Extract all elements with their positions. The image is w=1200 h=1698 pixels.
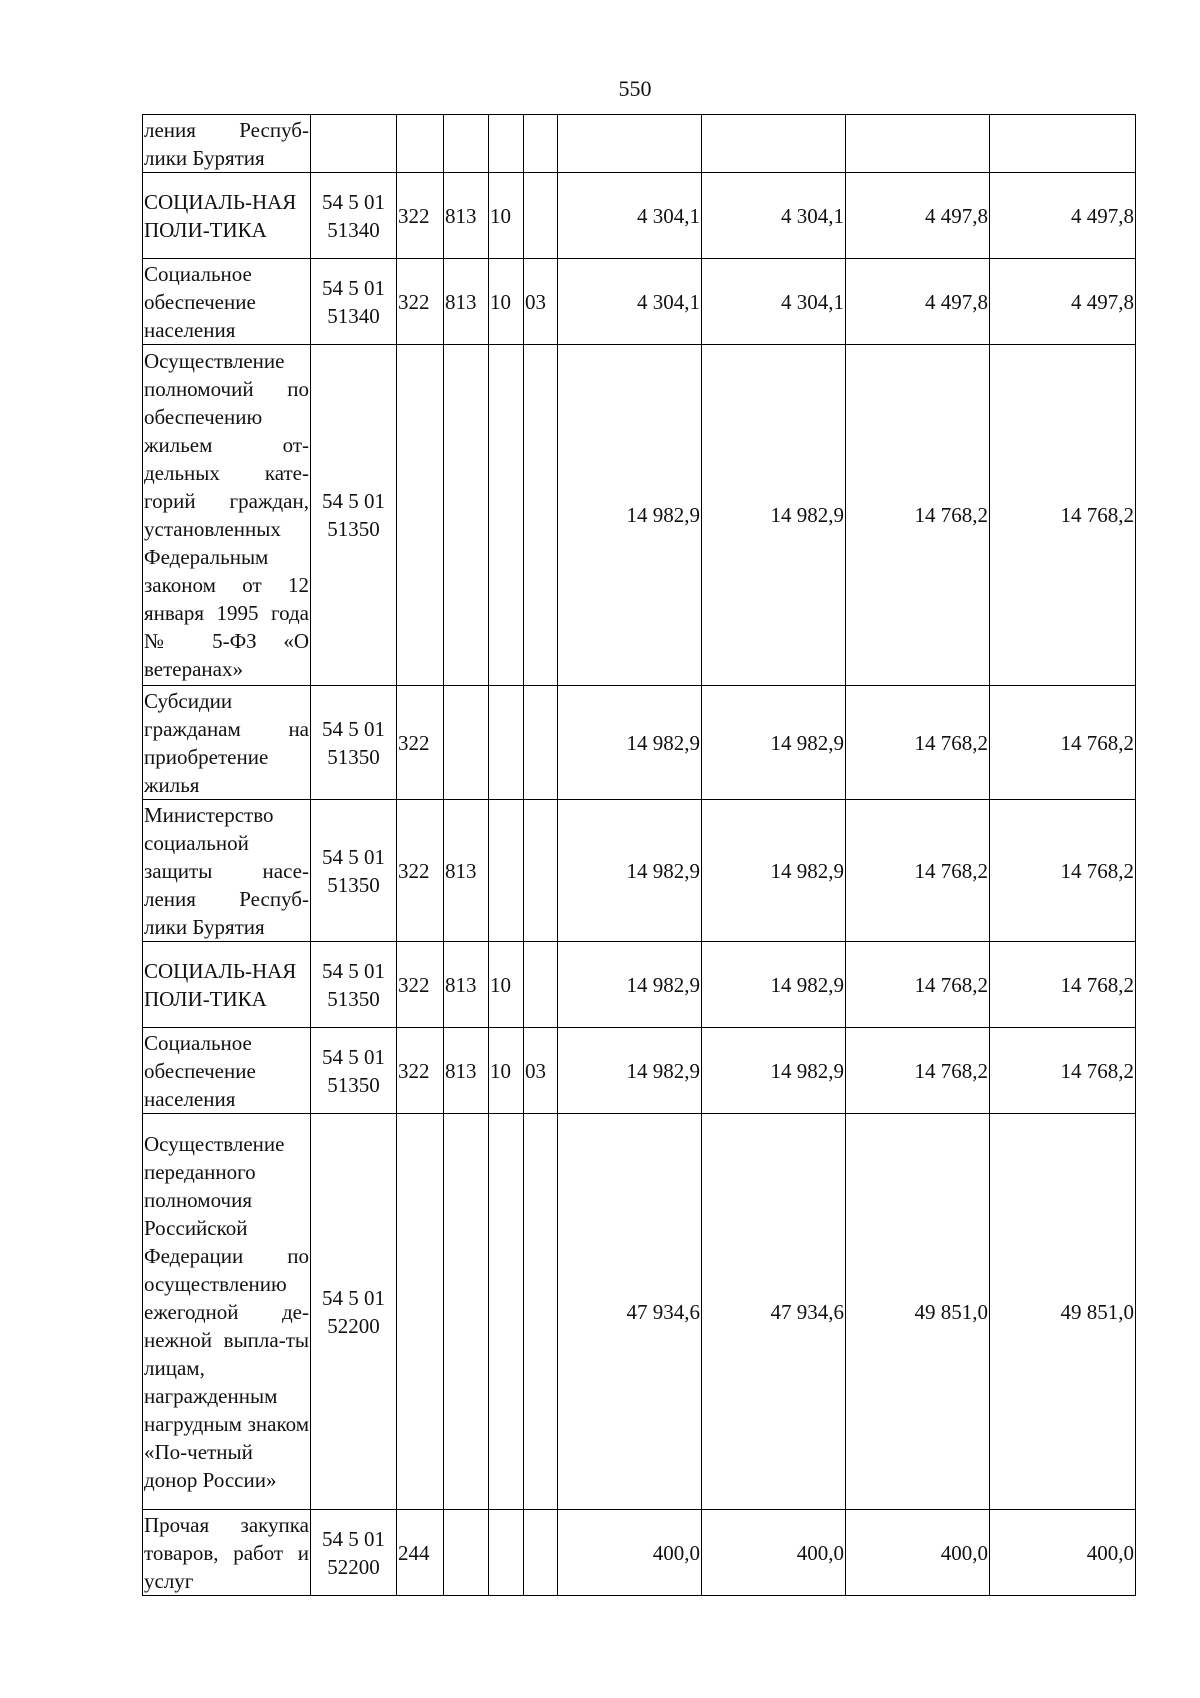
- cell-expense-type: 322: [397, 173, 444, 259]
- cell-sum-4: 14 768,2: [990, 942, 1136, 1028]
- cell-sum-3: [846, 115, 990, 173]
- cell-section: [489, 1114, 524, 1510]
- cell-expense-type: 322: [397, 1028, 444, 1114]
- cell-sum-2: 400,0: [702, 1510, 846, 1596]
- cell-name: Прочая закупка товаров, работ и услуг: [143, 1510, 311, 1596]
- cell-target-code: 54 5 01 51340: [311, 173, 397, 259]
- cell-subsection: [524, 345, 558, 686]
- cell-target-code: 54 5 01 51350: [311, 800, 397, 942]
- cell-sum-4: 49 851,0: [990, 1114, 1136, 1510]
- cell-subsection: [524, 942, 558, 1028]
- cell-target-code: 54 5 01 51350: [311, 942, 397, 1028]
- cell-sum-3: 14 768,2: [846, 345, 990, 686]
- cell-subsection: 03: [524, 1028, 558, 1114]
- cell-subsection: [524, 1114, 558, 1510]
- cell-subsection: [524, 1510, 558, 1596]
- cell-subsection: 03: [524, 259, 558, 345]
- cell-section: [489, 800, 524, 942]
- table-row: [143, 1114, 1136, 1510]
- cell-section: [489, 1510, 524, 1596]
- cell-sum-3: 4 497,8: [846, 259, 990, 345]
- cell-sum-3: 400,0: [846, 1510, 990, 1596]
- cell-sum-1: 400,0: [558, 1510, 702, 1596]
- cell-name: ления Респуб-лики Бурятия: [143, 115, 311, 173]
- cell-sum-3: 14 768,2: [846, 800, 990, 942]
- cell-sum-1: 14 982,9: [558, 942, 702, 1028]
- table-row: [143, 1510, 1136, 1596]
- cell-target-code: 54 5 01 52200: [311, 1114, 397, 1510]
- cell-sum-3: 4 497,8: [846, 173, 990, 259]
- cell-section: [489, 686, 524, 800]
- cell-admin-code: 813: [444, 1028, 489, 1114]
- cell-sum-1: [558, 115, 702, 173]
- cell-sum-2: 14 982,9: [702, 1028, 846, 1114]
- cell-target-code: [311, 115, 397, 173]
- cell-sum-3: 14 768,2: [846, 686, 990, 800]
- cell-name: Осуществление полномочий по обеспечению жильем от-дельных кате-горий граждан, установленных Федеральным законом от 12 января 1995 года № 5-ФЗ «О ветеранах»: [143, 345, 311, 686]
- cell-sum-2: 14 982,9: [702, 686, 846, 800]
- cell-sum-2: 14 982,9: [702, 942, 846, 1028]
- cell-sum-4: 14 768,2: [990, 345, 1136, 686]
- cell-section: 10: [489, 942, 524, 1028]
- cell-sum-3: 14 768,2: [846, 942, 990, 1028]
- cell-sum-4: 14 768,2: [990, 800, 1136, 942]
- cell-name: СОЦИАЛЬ-НАЯ ПОЛИ-ТИКА: [143, 173, 311, 259]
- table-row: [143, 800, 1136, 942]
- cell-sum-4: 14 768,2: [990, 686, 1136, 800]
- budget-table: [142, 114, 1136, 1596]
- cell-sum-1: 4 304,1: [558, 173, 702, 259]
- cell-sum-1: 14 982,9: [558, 800, 702, 942]
- cell-expense-type: 322: [397, 942, 444, 1028]
- cell-name: Осуществление переданного полномочия Российской Федерации по осуществлению ежегодной де-нежной выпла-ты лицам, награжденным нагрудным знаком «По-четный донор России»: [143, 1114, 311, 1510]
- cell-expense-type: [397, 115, 444, 173]
- cell-sum-2: 47 934,6: [702, 1114, 846, 1510]
- cell-admin-code: [444, 1510, 489, 1596]
- cell-section: 10: [489, 259, 524, 345]
- page-number: 550: [618, 76, 652, 101]
- table-row: [143, 259, 1136, 345]
- cell-admin-code: [444, 115, 489, 173]
- cell-expense-type: 322: [397, 259, 444, 345]
- cell-name: Социальное обеспечение населения: [143, 1028, 311, 1114]
- cell-admin-code: [444, 1114, 489, 1510]
- cell-expense-type: 322: [397, 800, 444, 942]
- cell-expense-type: [397, 1114, 444, 1510]
- table-row: [143, 173, 1136, 259]
- cell-expense-type: 244: [397, 1510, 444, 1596]
- cell-subsection: [524, 115, 558, 173]
- cell-sum-1: 14 982,9: [558, 686, 702, 800]
- cell-section: [489, 345, 524, 686]
- cell-admin-code: 813: [444, 173, 489, 259]
- cell-sum-1: 14 982,9: [558, 345, 702, 686]
- table-row: [143, 686, 1136, 800]
- cell-subsection: [524, 686, 558, 800]
- cell-subsection: [524, 173, 558, 259]
- cell-name: Министерство социальной защиты насе-ления Респуб-лики Бурятия: [143, 800, 311, 942]
- cell-target-code: 54 5 01 51350: [311, 686, 397, 800]
- table-row: [143, 1028, 1136, 1114]
- cell-sum-4: [990, 115, 1136, 173]
- cell-admin-code: [444, 686, 489, 800]
- table-row: [143, 345, 1136, 686]
- cell-admin-code: 813: [444, 259, 489, 345]
- cell-sum-1: 47 934,6: [558, 1114, 702, 1510]
- cell-sum-2: [702, 115, 846, 173]
- cell-sum-2: 14 982,9: [702, 345, 846, 686]
- cell-admin-code: 813: [444, 800, 489, 942]
- cell-expense-type: 322: [397, 686, 444, 800]
- cell-sum-2: 4 304,1: [702, 173, 846, 259]
- cell-sum-4: 4 497,8: [990, 259, 1136, 345]
- cell-target-code: 54 5 01 52200: [311, 1510, 397, 1596]
- table-row: [143, 115, 1136, 173]
- cell-sum-4: 14 768,2: [990, 1028, 1136, 1114]
- cell-section: 10: [489, 1028, 524, 1114]
- cell-sum-2: 4 304,1: [702, 259, 846, 345]
- cell-name: СОЦИАЛЬ-НАЯ ПОЛИ-ТИКА: [143, 942, 311, 1028]
- cell-sum-1: 4 304,1: [558, 259, 702, 345]
- cell-name: Субсидии гражданам на приобретение жилья: [143, 686, 311, 800]
- cell-target-code: 54 5 01 51350: [311, 345, 397, 686]
- cell-target-code: 54 5 01 51350: [311, 1028, 397, 1114]
- cell-sum-2: 14 982,9: [702, 800, 846, 942]
- cell-sum-4: 400,0: [990, 1510, 1136, 1596]
- cell-name: Социальное обеспечение населения: [143, 259, 311, 345]
- cell-section: [489, 115, 524, 173]
- cell-admin-code: [444, 345, 489, 686]
- cell-admin-code: 813: [444, 942, 489, 1028]
- cell-section: 10: [489, 173, 524, 259]
- table-row: [143, 942, 1136, 1028]
- cell-subsection: [524, 800, 558, 942]
- cell-sum-3: 49 851,0: [846, 1114, 990, 1510]
- cell-expense-type: [397, 345, 444, 686]
- cell-sum-3: 14 768,2: [846, 1028, 990, 1114]
- cell-sum-4: 4 497,8: [990, 173, 1136, 259]
- cell-sum-1: 14 982,9: [558, 1028, 702, 1114]
- cell-target-code: 54 5 01 51340: [311, 259, 397, 345]
